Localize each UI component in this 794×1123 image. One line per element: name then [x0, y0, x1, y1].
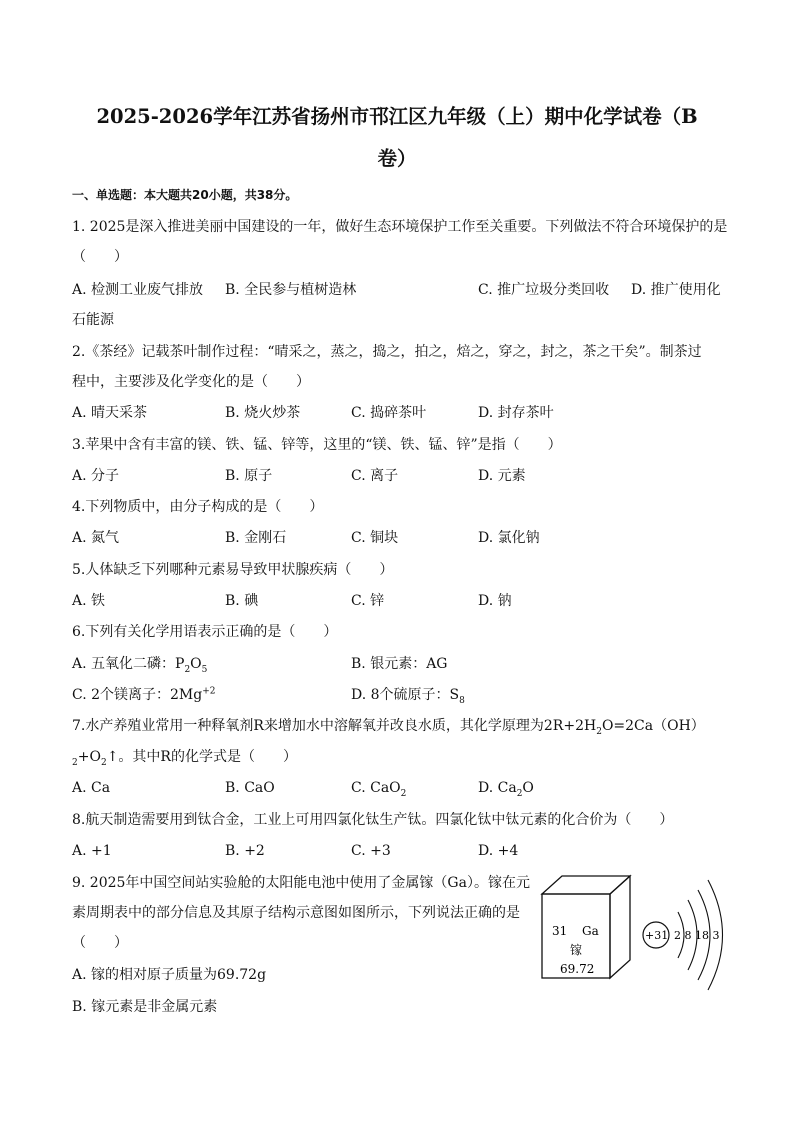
q8-option-c[interactable]: C. +3 — [351, 843, 391, 859]
nucleus-charge: +31 — [645, 929, 669, 942]
atom-structure-diagram — [643, 880, 723, 990]
q3-option-d[interactable]: D. 元素 — [478, 468, 526, 484]
element-symbol: Ga — [582, 924, 599, 938]
title-line-1: 2025-2026学年江苏省扬州市邗江区九年级（上）期中化学试卷（B — [96, 105, 698, 128]
q1-option-b[interactable]: B. 全民参与植树造林 — [225, 282, 357, 298]
q7-option-c[interactable]: C. CaO$_2$ — [351, 780, 407, 799]
q4-option-d[interactable]: D. 氯化钠 — [478, 530, 540, 546]
periodic-table-cell — [542, 876, 630, 978]
electron-shells: 2 8 18 3 — [674, 929, 720, 942]
gallium-figure — [538, 872, 738, 992]
q5-option-b[interactable]: B. 碘 — [225, 593, 259, 609]
q6-option-a[interactable]: A. 五氧化二磷：$P_2O_5$ — [72, 656, 208, 675]
q7-option-d[interactable]: D. $Ca_2O$ — [478, 780, 534, 799]
element-name: 镓 — [570, 943, 583, 957]
q5-option-a[interactable]: A. 铁 — [72, 593, 106, 609]
question-9-stem-cont: 素周期表中的部分信息及其原子结构示意图如图所示，下列说法正确的是 — [72, 905, 520, 921]
title-line-2: 卷） — [377, 147, 417, 170]
question-5-stem: 5.人体缺乏下列哪种元素易导致甲状腺疾病（ ） — [72, 562, 394, 578]
q7-option-a[interactable]: A. Ca — [72, 780, 111, 796]
question-6-stem: 6.下列有关化学用语表示正确的是（ ） — [72, 624, 338, 640]
q1-option-c[interactable]: C. 推广垃圾分类回收 — [478, 282, 610, 298]
question-9-stem: 9. 2025年中国空间站实验舱的太阳能电池中使用了金属镓（Ga）。镓在元 — [72, 875, 530, 891]
q2-option-b[interactable]: B. 烧火炒茶 — [225, 405, 301, 421]
atomic-number: 31 — [552, 924, 568, 938]
q8-option-d[interactable]: D. +4 — [478, 843, 519, 859]
q3-option-b[interactable]: B. 原子 — [225, 468, 273, 484]
question-7-stem-cont: $_2+O_2↑$。其中R的化学式是（ ） — [72, 749, 297, 768]
q2-option-a[interactable]: A. 晴天采茶 — [72, 405, 148, 421]
question-1-stem-cont: （ ） — [72, 249, 128, 265]
q3-option-c[interactable]: C. 离子 — [351, 468, 399, 484]
q9-option-b[interactable]: B. 镓元素是非金属元素 — [72, 999, 218, 1015]
question-3-stem: 3.苹果中含有丰富的镁、铁、锰、锌等，这里的“镁、铁、锰、锌”是指（ ） — [72, 437, 562, 453]
atomic-mass: 69.72 — [560, 962, 595, 976]
q4-option-b[interactable]: B. 金刚石 — [225, 530, 287, 546]
question-2-stem: 2.《茶经》记载茶叶制作过程：“晴采之，蒸之，捣之，拍之，焙之，穿之，封之，茶之干矣”。制茶过 — [72, 344, 702, 360]
q6-option-b[interactable]: B. 银元素：AG — [351, 656, 448, 672]
q6-option-c[interactable]: C. 2个镁离子：$2Mg^{+2}$ — [72, 686, 216, 703]
q2-option-c[interactable]: C. 捣碎茶叶 — [351, 405, 427, 421]
q1-option-d-cont: 石能源 — [72, 312, 114, 328]
q8-option-b[interactable]: B. +2 — [225, 843, 265, 859]
q8-option-a[interactable]: A. +1 — [72, 843, 112, 859]
q7-option-b[interactable]: B. CaO — [225, 780, 275, 796]
q5-option-d[interactable]: D. 钠 — [478, 593, 512, 609]
q3-option-a[interactable]: A. 分子 — [72, 468, 120, 484]
q9-option-a[interactable]: A. 镓的相对原子质量为69.72g — [72, 967, 267, 983]
question-2-stem-cont: 程中，主要涉及化学变化的是（ ） — [72, 374, 310, 390]
section-heading: 一、单选题：本大题共20小题，共38分。 — [72, 188, 298, 202]
question-4-stem: 4.下列物质中，由分子构成的是（ ） — [72, 499, 324, 515]
question-1-stem: 1. 2025是深入推进美丽中国建设的一年，做好生态环境保护工作至关重要。下列做法不符合环境保护的是 — [72, 219, 728, 235]
q5-option-c[interactable]: C. 锌 — [351, 593, 385, 609]
q1-option-a[interactable]: A. 检测工业废气排放 — [72, 282, 204, 298]
q2-option-d[interactable]: D. 封存茶叶 — [478, 405, 554, 421]
q4-option-a[interactable]: A. 氮气 — [72, 530, 120, 546]
q6-option-d[interactable]: D. 8个硫原子：$S_8$ — [351, 687, 465, 706]
question-9-stem-cont2: （ ） — [72, 935, 128, 951]
question-8-stem: 8.航天制造需要用到钛合金，工业上可用四氯化钛生产钛。四氯化钛中钛元素的化合价为（ ） — [72, 812, 674, 828]
question-7-stem: 7.水产养殖业常用一种释氧剂R来增加水中溶解氧并改良水质，其化学原理为$2R+2H_2O=2Ca(OH)$ — [72, 718, 705, 737]
q1-option-d[interactable]: D. 推广使用化 — [631, 282, 721, 298]
q4-option-c[interactable]: C. 铜块 — [351, 530, 399, 546]
